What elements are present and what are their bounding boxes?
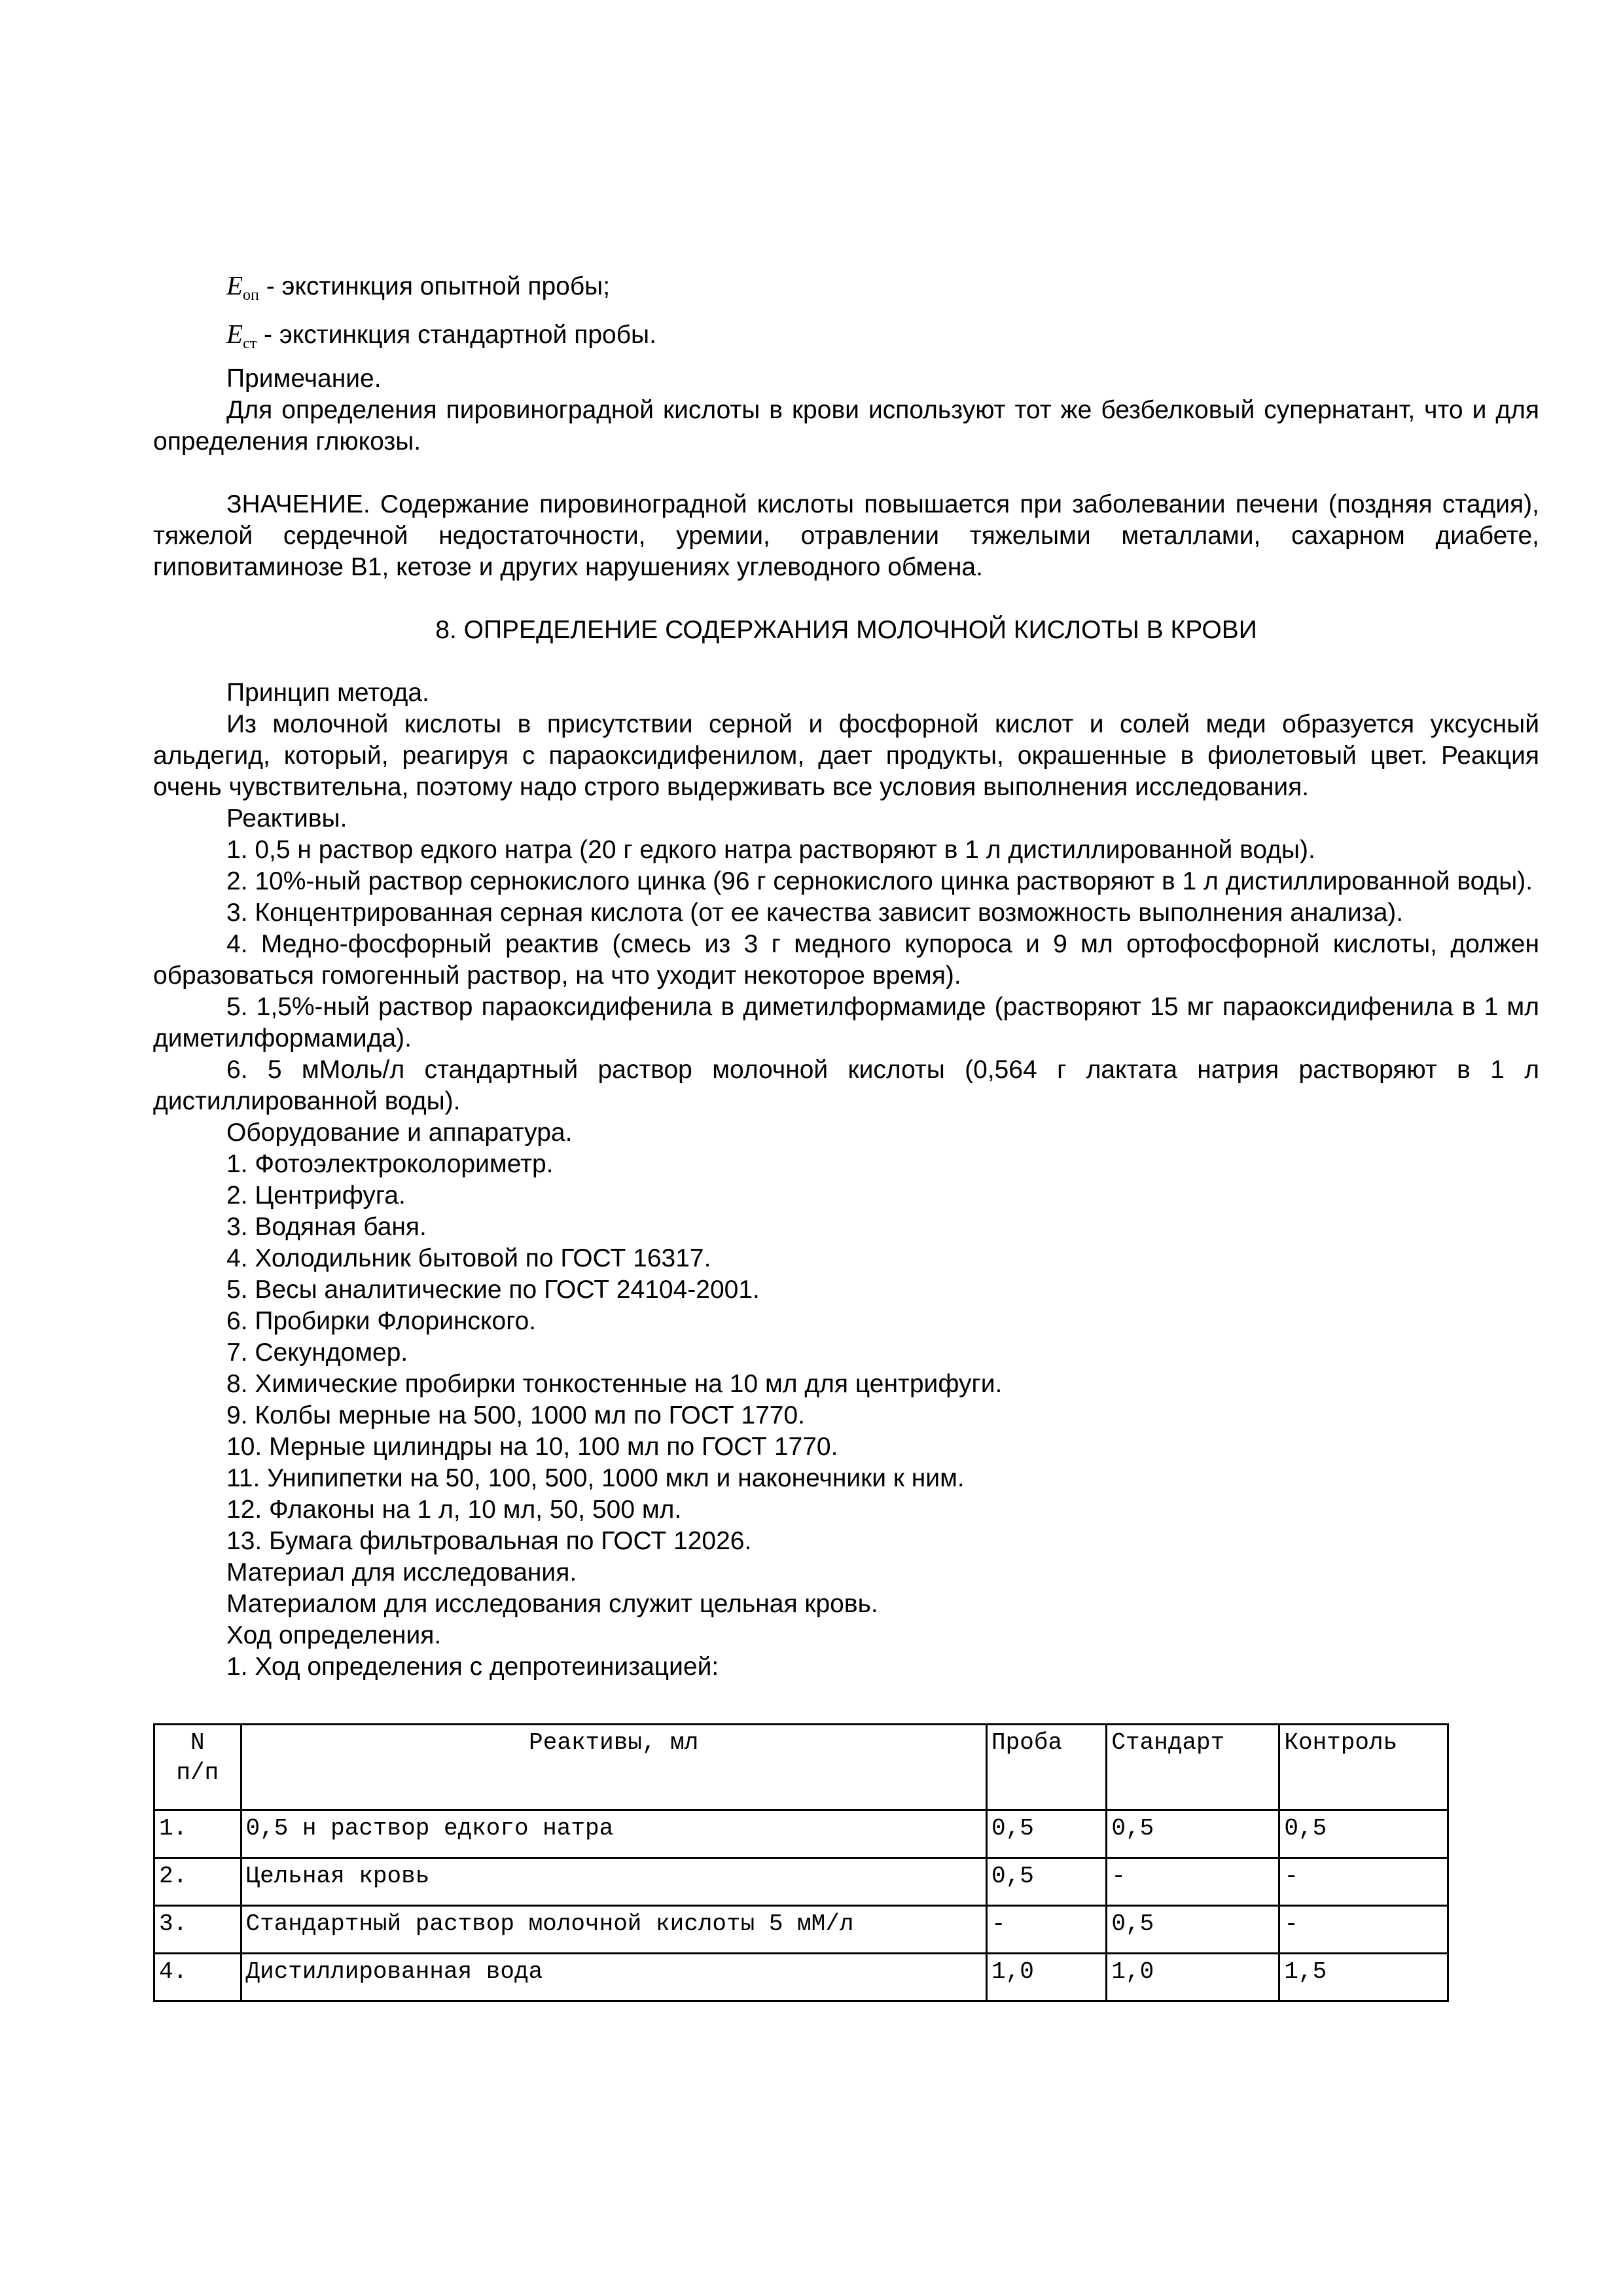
header-sample: Проба: [987, 1725, 1107, 1810]
equipment-item: 4. Холодильник бытовой по ГОСТ 16317.: [226, 1244, 711, 1272]
equipment-item: 12. Флаконы на 1 л, 10 мл, 50, 500 мл.: [226, 1496, 682, 1524]
equipment-item: 6. Пробирки Флоринского.: [226, 1307, 537, 1335]
table-header-row: [154, 1725, 1448, 1810]
cell-number: 4.: [154, 1954, 241, 2001]
equipment-item: 10. Мерные цилиндры на 10, 100 мл по ГОСТ 1770.: [226, 1433, 838, 1461]
cell-standard: 0,5: [1107, 1906, 1279, 1954]
reagent-item: 2. 10%-ный раствор сернокислого цинка (96 г сернокислого цинка растворяют в 1 л дистиллированной воды).: [226, 867, 1533, 895]
cell-reagent: Дистиллированная вода: [241, 1954, 987, 2001]
reagents-label: Реактивы.: [226, 804, 348, 833]
cell-sample: 0,5: [987, 1858, 1107, 1906]
reagents-table: [153, 1723, 1449, 2002]
cell-sample: 0,5: [987, 1810, 1107, 1858]
material-label: Материал для исследования.: [226, 1558, 577, 1587]
document-body: [153, 266, 1539, 1683]
symbol-e-op: $E_{оп}$: [226, 270, 259, 304]
equipment-item: 2. Центрифуга.: [226, 1181, 406, 1210]
cell-sample: 1,0: [987, 1954, 1107, 2001]
reagent-item: 5. 1,5%-ный раствор параоксидифенила в диметилформамиде (растворяют 15 мг параоксидифенила в 1 мл диметилформамида).: [153, 993, 1539, 1052]
equipment-item: 11. Унипипетки на 50, 100, 500, 1000 мкл и наконечники к ним.: [226, 1464, 965, 1492]
table-row: [154, 1810, 1448, 1858]
header-standard: Стандарт: [1107, 1725, 1279, 1810]
table-row: [154, 1906, 1448, 1954]
equipment-item: 7. Секундомер.: [226, 1338, 408, 1367]
equipment-item: 3. Водяная баня.: [226, 1213, 427, 1241]
table-row: [154, 1858, 1448, 1906]
cell-sample: -: [987, 1906, 1107, 1954]
reagent-item: 4. Медно-фосфорный реактив (смесь из 3 г медного купороса и 9 мл ортофосфорной кислоты, должен образоваться гомогенный раствор, на что уходит некоторое время).: [153, 930, 1539, 990]
section-heading: 8. ОПРЕДЕЛЕНИЕ СОДЕРЖАНИЯ МОЛОЧНОЙ КИСЛОТЫ В КРОВИ: [435, 616, 1257, 644]
cell-reagent: 0,5 н раствор едкого натра: [241, 1810, 987, 1858]
equipment-item: 8. Химические пробирки тонкостенные на 10 мл для центрифуги.: [226, 1370, 1003, 1398]
procedure-step: 1. Ход определения с депротеинизацией:: [226, 1653, 719, 1681]
material-text: Материалом для исследования служит цельная кровь.: [226, 1590, 878, 1618]
table-row: [154, 1954, 1448, 2001]
cell-control: 0,5: [1279, 1810, 1448, 1858]
header-control: Контроль: [1279, 1725, 1448, 1810]
header-number: N п/п: [154, 1725, 241, 1810]
cell-control: -: [1279, 1906, 1448, 1954]
cell-standard: 0,5: [1107, 1810, 1279, 1858]
cell-control: -: [1279, 1858, 1448, 1906]
reagent-item: 3. Концентрированная серная кислота (от ее качества зависит возможность выполнения анализа).: [226, 899, 1404, 927]
cell-number: 2.: [154, 1858, 241, 1906]
equipment-item: 9. Колбы мерные на 500, 1000 мл по ГОСТ 1770.: [226, 1401, 805, 1429]
cell-control: 1,5: [1279, 1954, 1448, 2001]
principle-label: Принцип метода.: [226, 679, 429, 707]
header-reagent: Реактивы, мл: [241, 1725, 987, 1810]
reagent-item: 6. 5 мМоль/л стандартный раствор молочной кислоты (0,564 г лактата натрия растворяют в 1 л дистиллированной воды).: [153, 1056, 1539, 1115]
equipment-item: 5. Весы аналитические по ГОСТ 24104-2001.: [226, 1276, 760, 1304]
cell-number: 3.: [154, 1906, 241, 1954]
cell-standard: 1,0: [1107, 1954, 1279, 2001]
cell-reagent: Цельная кровь: [241, 1858, 987, 1906]
symbol-e-st: $E_{ст}$: [226, 319, 257, 352]
legend-e-op: $E_{оп}$ - экстинкция опытной пробы;: [226, 270, 611, 304]
procedure-label: Ход определения.: [226, 1621, 442, 1649]
note-text: Для определения пировиноградной кислоты в крови используют тот же безбелковый супернатант, что и для определения глюкозы.: [153, 396, 1539, 456]
cell-standard: -: [1107, 1858, 1279, 1906]
principle-text: Из молочной кислоты в присутствии серной и фосфорной кислот и солей меди образуется уксусный альдегид, который, реагируя с параоксидифенилом, дает продукты, окрашенные в фиолетовый цвет. Реакция очень чувствительна, поэтому надо строго выдерживать все условия выполнения исследования.: [153, 710, 1539, 801]
equipment-item: 13. Бумага фильтровальная по ГОСТ 12026.: [226, 1527, 752, 1555]
cell-reagent: Стандартный раствор молочной кислоты 5 мМ/л: [241, 1906, 987, 1954]
significance-paragraph: ЗНАЧЕНИЕ. Содержание пировиноградной кислоты повышается при заболевании печени (поздняя стадия), тяжелой сердечной недостаточности, уремии, отравлении тяжелыми металлами, сахарном диабете, гиповитаминозе В1, кетозе и других нарушениях углеводного обмена.: [153, 490, 1539, 581]
cell-number: 1.: [154, 1810, 241, 1858]
equipment-item: 1. Фотоэлектроколориметр.: [226, 1150, 554, 1178]
equipment-label: Оборудование и аппаратура.: [226, 1119, 573, 1147]
legend-e-st: $E_{ст}$ - экстинкция стандартной пробы.: [226, 319, 656, 352]
reagent-item: 1. 0,5 н раствор едкого натра (20 г едкого натра растворяют в 1 л дистиллированной воды).: [226, 836, 1315, 864]
note-label: Примечание.: [226, 365, 382, 393]
